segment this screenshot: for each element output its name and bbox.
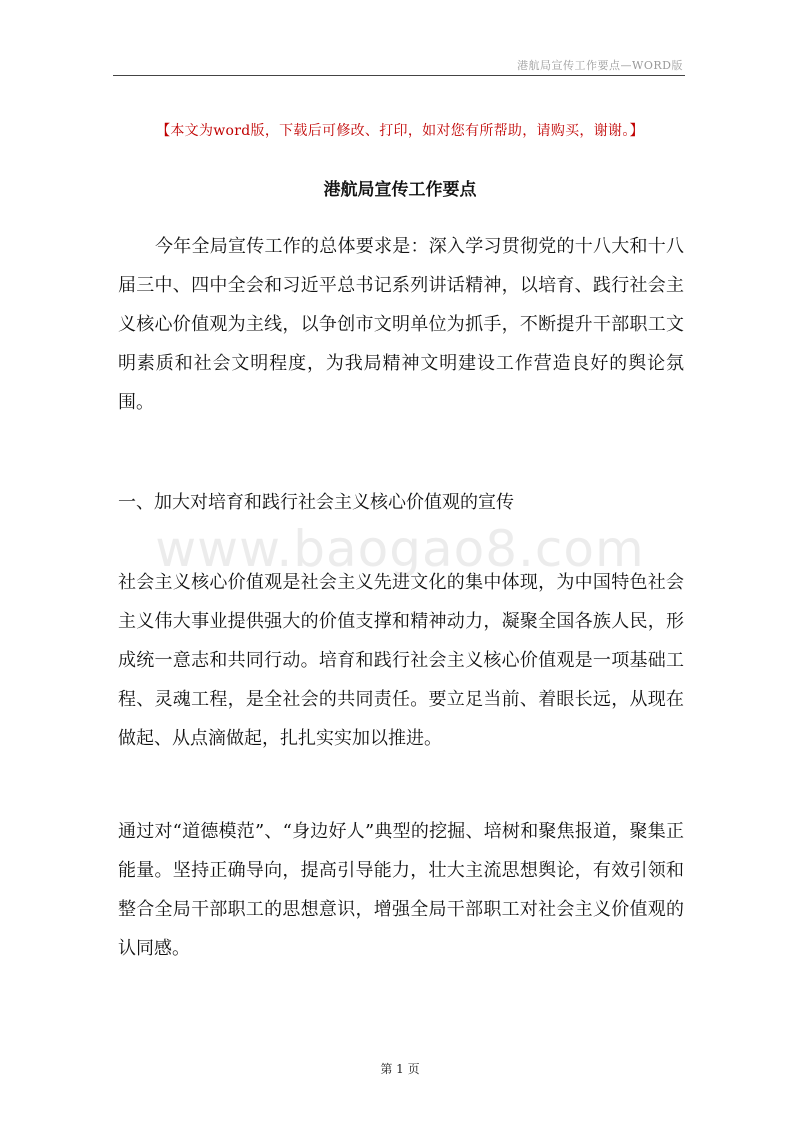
body-paragraph: 通过对“道德模范”、“身边好人”典型的挖掘、培树和聚焦报道，聚集正能量。坚持正确导向，提高引导能力，壮大主流思想舆论，有效引领和整合全局干部职工的思想意识，增强全局干部职工对社会主义价值观的认同感。 [118, 821, 684, 959]
header-rule [113, 75, 685, 76]
body-paragraph: 社会主义核心价值观是社会主义先进文化的集中体现，为中国特色社会主义伟大事业提供强大的价值支撑和精神动力，凝聚全国各族人民，形成统一意志和共同行动。培育和践行社会主义核心价值观是一项基础工程、灵魂工程，是全社会的共同责任。要立足当前、着眼长远，从现在做起、从点滴做起，扎扎实实加以推进。 [118, 572, 684, 749]
purchase-notice: 【本文为word版，下载后可修改、打印，如对您有所帮助，请购买，谢谢。】 [156, 123, 644, 139]
intro-paragraph: 今年全局宣传工作的总体要求是：深入学习贯彻党的十八大和十八届三中、四中全会和习近平总书记系列讲话精神，以培育、践行社会主义核心价值观为主线，以争创市文明单位为抓手，不断提升干部职工文明素质和社会文明程度，为我局精神文明建设工作营造良好的舆论氛围。 [118, 236, 684, 413]
watermark: www.baogao8.com [155, 520, 645, 578]
running-header: 港航局宣传工作要点—WORD版 [517, 59, 683, 72]
section-heading: 一、加大对培育和践行社会主义核心价值观的宣传 [118, 492, 514, 513]
document-title: 港航局宣传工作要点 [323, 180, 477, 200]
page-number: 第 1 页 [380, 1062, 420, 1076]
